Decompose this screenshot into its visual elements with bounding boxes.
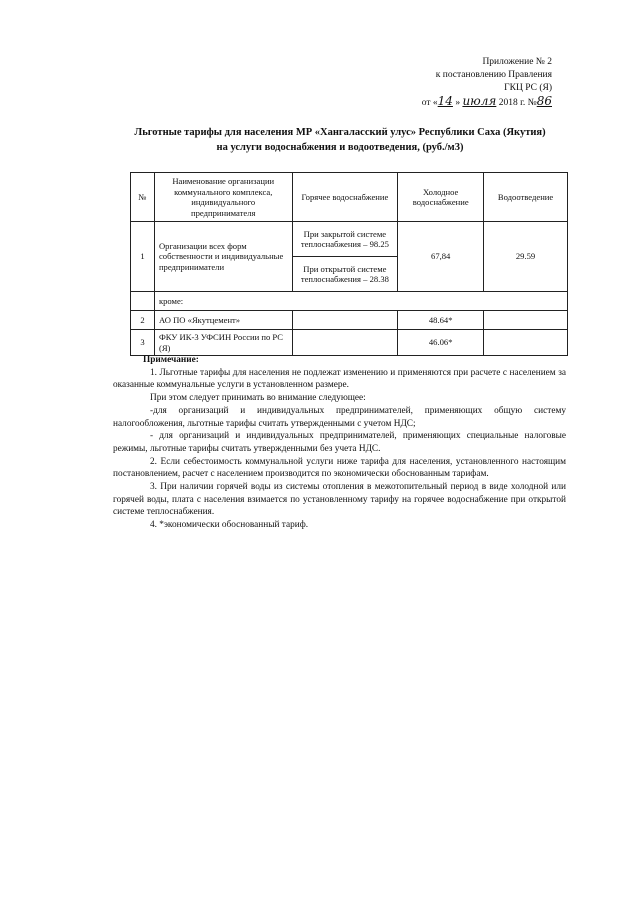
row1-org: Организации всех форм собственности и индивидуальные предприниматели <box>154 222 292 292</box>
row3-hot <box>292 330 398 356</box>
note-3: 3. При наличии горячей воды из системы отопления в межотопительный период в виде холодной или горячей воды, плата с населения взимается по установленному тарифу на горячее водоснабжение при открытой системе теплоснабжения. <box>113 482 566 518</box>
row2-cold: 48.64* <box>398 311 484 330</box>
except-num <box>131 292 155 311</box>
table-header-row <box>131 173 568 222</box>
date-sep: » <box>455 98 461 108</box>
row1-waste: 29.59 <box>484 222 568 292</box>
date-year: 2018 г. № <box>498 98 537 108</box>
notes-heading: Примечание: <box>143 355 199 365</box>
row3-cold: 46.06* <box>398 330 484 356</box>
date-month: июля <box>462 94 497 108</box>
table-row <box>131 311 568 330</box>
row2-waste <box>484 311 568 330</box>
header-num: № <box>131 173 155 222</box>
document-title <box>110 125 570 155</box>
date-prefix: от « <box>421 98 438 108</box>
header-cold: Холодное водоснабжение <box>398 173 484 222</box>
note-1: 1. Льготные тарифы для населения не подлежат изменению и применяются при расчете с населением за оказанные коммунальные услуги в установленном размере. <box>113 367 566 391</box>
header-org: Наименование организации коммунального комплекса, индивидуального предпринимателя <box>154 173 292 222</box>
note-1-special-tax: - для организаций и индивидуальных предпринимателей, применяющих специальные налоговые режимы, льготные тарифы считать утвержденными без учета НДС. <box>113 431 566 454</box>
table-row <box>131 222 568 257</box>
title-line-2: на услуги водоснабжения и водоотведения, (руб./м3) <box>216 142 464 153</box>
row3-num: 3 <box>131 330 155 356</box>
row2-hot <box>292 311 398 330</box>
notes-section <box>113 354 566 532</box>
note-1-intro: При этом следует принимать во внимание следующее: <box>150 393 366 404</box>
row2-org: АО ПО «Якутцемент» <box>154 311 292 330</box>
appendix-number: Приложение № 2 <box>482 57 552 67</box>
row1-hot-closed: При закрытой системе теплоснабжения – 98.25 <box>292 222 398 257</box>
title-line-1: Льготные тарифы для населения МР «Хангаласский улус» Республики Саха (Якутия) <box>134 127 546 138</box>
appendix-header <box>422 56 552 110</box>
row3-org: ФКУ ИК-3 УФСИН России по РС (Я) <box>154 330 292 356</box>
date-day: 14 <box>437 94 453 108</box>
note-4: 4. *экономически обоснованный тариф. <box>150 520 309 531</box>
row1-hot-open: При открытой системе теплоснабжения – 28.38 <box>292 257 398 292</box>
header-waste: Водоотведение <box>484 173 568 222</box>
appendix-date-line <box>422 95 552 110</box>
note-1-general-tax: -для организаций и индивидуальных предпринимателей, применяющих общую систему налогообложения, льготные тарифы считать утвержденными с учетом НДС; <box>113 405 566 429</box>
table-row <box>131 292 568 311</box>
row2-num: 2 <box>131 311 155 330</box>
decree-number: 86 <box>536 94 552 108</box>
note-2: 2. Если себестоимость коммунальной услуги ниже тарифа для населения, установленного настоящим постановлением, расчет с населением производится по экономически обоснованным тарифам. <box>113 456 566 480</box>
row3-waste <box>484 330 568 356</box>
row1-cold: 67,84 <box>398 222 484 292</box>
except-label: кроме: <box>154 292 567 311</box>
tariffs-table <box>130 172 568 356</box>
table-row <box>131 330 568 356</box>
appendix-decree: к постановлению Правления <box>435 70 552 80</box>
appendix-authority: ГКЦ РС (Я) <box>504 83 552 93</box>
header-hot: Горячее водоснабжение <box>292 173 398 222</box>
row1-num: 1 <box>131 222 155 292</box>
